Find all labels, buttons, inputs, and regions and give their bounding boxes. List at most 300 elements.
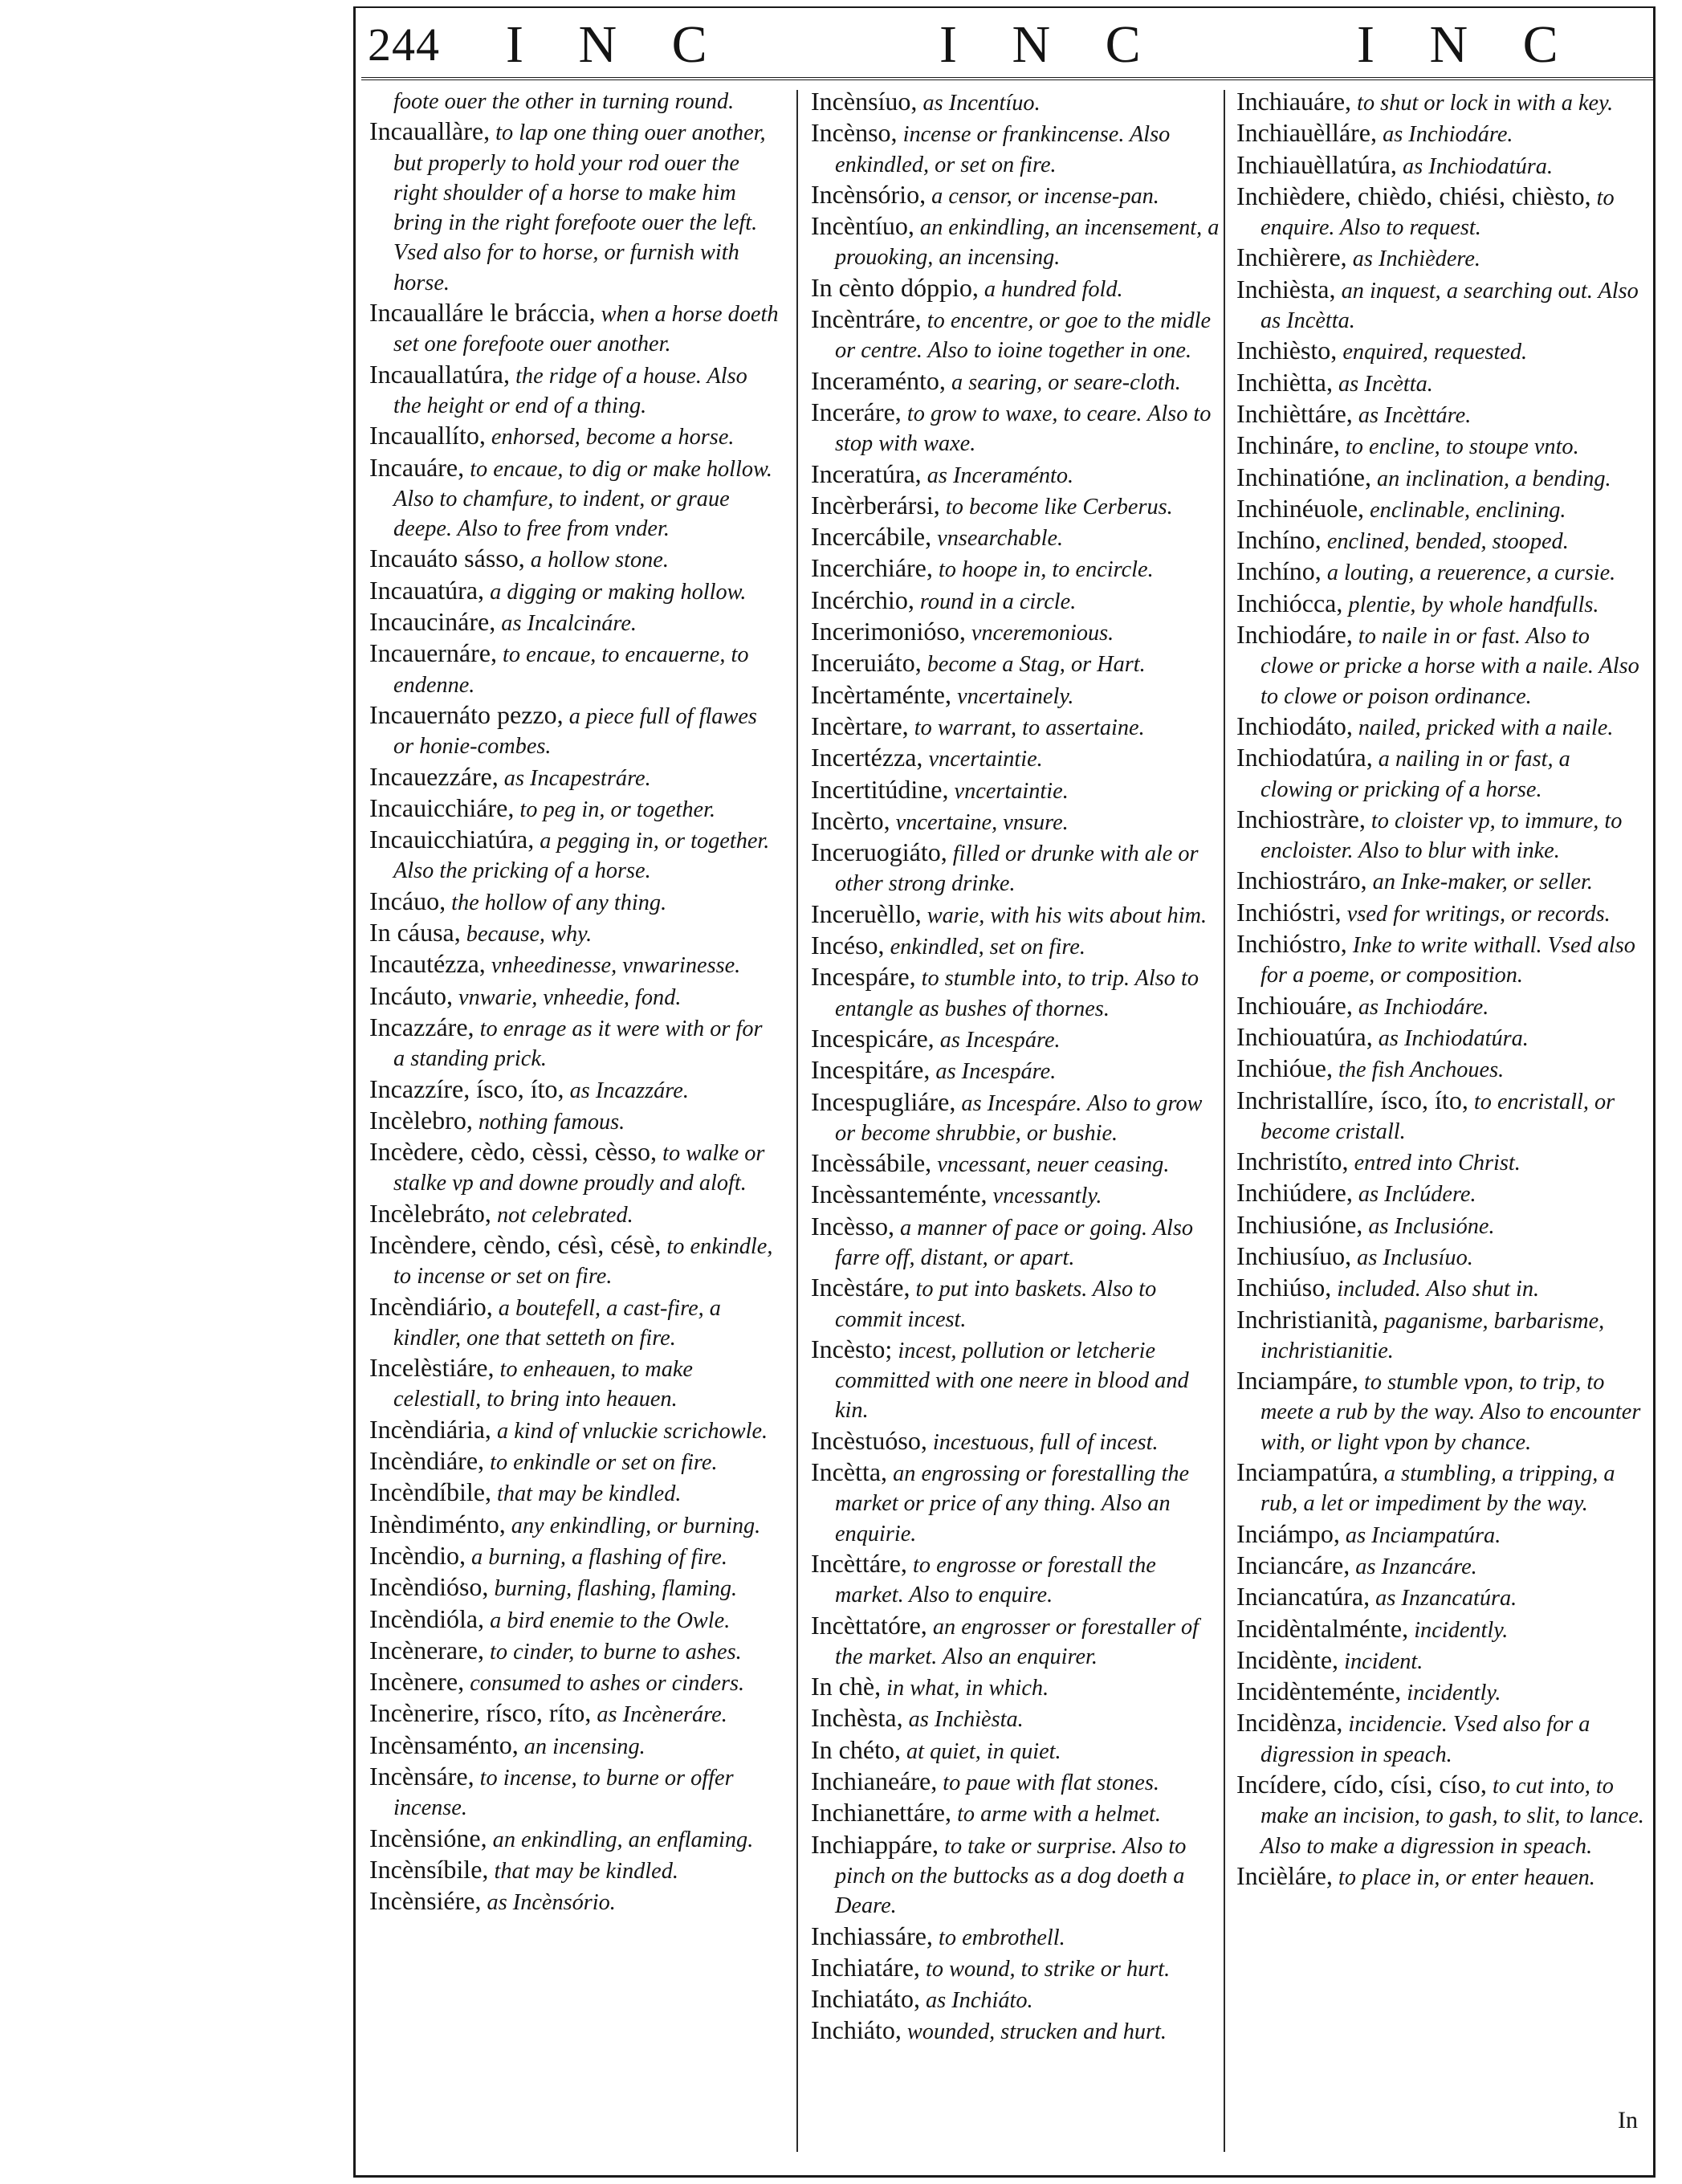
entry-headword: Inchèsta, bbox=[811, 1703, 903, 1733]
entry-headword: Inchináre, bbox=[1236, 430, 1340, 460]
entry-definition: vncertainely. bbox=[951, 683, 1074, 709]
dictionary-entry bbox=[1236, 1861, 1646, 1893]
entry-headword: Incauallàre, bbox=[369, 116, 491, 146]
entry-headword: Incènsiére, bbox=[369, 1886, 482, 1916]
entry-headword: Inchiusíuo, bbox=[1236, 1241, 1352, 1270]
dictionary-entry bbox=[811, 648, 1220, 679]
entry-definition: to peg in, or together. bbox=[514, 797, 716, 822]
entry-definition: a hollow stone. bbox=[524, 548, 669, 573]
entry-definition: vncessantly. bbox=[987, 1184, 1102, 1209]
entry-headword: Incauallatúra, bbox=[369, 359, 510, 389]
dictionary-entry bbox=[811, 1055, 1220, 1086]
dictionary-entry bbox=[811, 366, 1220, 397]
dictionary-entry bbox=[811, 1984, 1220, 2015]
entry-definition: burning, flashing, flaming. bbox=[488, 1576, 738, 1602]
dictionary-entry bbox=[811, 180, 1220, 211]
entry-definition: incidently. bbox=[1401, 1681, 1501, 1706]
entry-headword: Incèndíbile, bbox=[369, 1477, 491, 1507]
entry-definition: as Incespáre. Also to grow or become shrubbie, or bushie. bbox=[835, 1090, 1203, 1146]
entry-headword: Inchíno, bbox=[1236, 556, 1322, 586]
entry-headword: Incauernáto pezzo, bbox=[369, 699, 564, 729]
dictionary-entry bbox=[1236, 399, 1646, 430]
entry-definition: an enkindling, an enflaming. bbox=[487, 1827, 754, 1852]
dictionary-entry bbox=[1236, 1178, 1646, 1209]
entry-definition: incestuous, full of incest. bbox=[927, 1429, 1159, 1455]
entry-definition: as Inceraménto. bbox=[921, 462, 1074, 488]
entry-definition: a piece full of flawes or honie-combes. bbox=[393, 703, 757, 760]
dictionary-entry bbox=[811, 1212, 1220, 1273]
entry-definition: an enkindling, an incensement, a prouoking, an incensing. bbox=[835, 215, 1220, 271]
entry-definition: to cloister vp, to immure, to encloister. Also to blur with inke. bbox=[1260, 808, 1623, 864]
header-rule bbox=[361, 77, 1654, 80]
dictionary-entry bbox=[811, 680, 1220, 711]
dictionary-entry bbox=[369, 825, 779, 886]
entry-headword: Inchinatióne, bbox=[1236, 462, 1371, 491]
dictionary-entry bbox=[369, 576, 779, 607]
entry-headword: Incèndiáre, bbox=[369, 1446, 485, 1476]
dictionary-entry bbox=[1236, 87, 1646, 118]
dictionary-entry bbox=[1236, 1210, 1646, 1241]
column-1 bbox=[369, 87, 779, 1918]
entry-definition: to shut or lock in with a key. bbox=[1351, 91, 1614, 116]
dictionary-entry bbox=[811, 1798, 1220, 1829]
entry-headword: Incespicáre, bbox=[811, 1023, 935, 1053]
entry-headword: Incènerire, rísco, ríto, bbox=[369, 1698, 592, 1728]
dictionary-entry bbox=[811, 931, 1220, 962]
entry-headword: Inchinéuole, bbox=[1236, 493, 1365, 523]
dictionary-entry bbox=[811, 1024, 1220, 1055]
entry-headword: Inchiostráro, bbox=[1236, 866, 1367, 895]
dictionary-entry bbox=[811, 1611, 1220, 1673]
entry-definition: an incensing. bbox=[518, 1734, 646, 1759]
entry-headword: Inchièdere, chièdo, chiési, chièsto, bbox=[1236, 181, 1591, 210]
dictionary-entry bbox=[811, 397, 1220, 459]
dictionary-entry bbox=[1236, 181, 1646, 243]
entry-definition: paganisme, barbarisme, inchristianitie. bbox=[1260, 1308, 1605, 1363]
running-head-right: I N C bbox=[1357, 15, 1579, 74]
dictionary-entry bbox=[811, 743, 1220, 774]
entry-headword: Inchiouáre, bbox=[1236, 990, 1353, 1020]
entry-headword: Incercábile, bbox=[811, 522, 932, 552]
entry-headword: Incèttatóre, bbox=[811, 1610, 927, 1640]
entry-definition: to enheauen, to make celestiall, to bring into heauen. bbox=[393, 1357, 693, 1412]
entry-headword: Incèndióso, bbox=[369, 1572, 489, 1602]
entry-definition: to become like Cerberus. bbox=[939, 494, 1173, 520]
dictionary-entry bbox=[811, 87, 1220, 118]
entry-definition: vncertaintie. bbox=[948, 778, 1069, 804]
dictionary-entry bbox=[811, 962, 1220, 1024]
entry-definition: as Incèneráre. bbox=[591, 1702, 727, 1728]
dictionary-entry bbox=[811, 837, 1220, 899]
entry-definition: as Inzancatúra. bbox=[1370, 1586, 1517, 1612]
dictionary-entry bbox=[1236, 1241, 1646, 1273]
entry-headword: Inchiauèllatúra, bbox=[1236, 149, 1397, 179]
entry-headword: Incazzíre, ísco, íto, bbox=[369, 1074, 564, 1103]
dictionary-entry bbox=[811, 1457, 1220, 1549]
dictionary-entry bbox=[1236, 462, 1646, 494]
dictionary-entry bbox=[1236, 1550, 1646, 1582]
dictionary-entry bbox=[811, 491, 1220, 522]
entry-headword: Inceraménto, bbox=[811, 365, 946, 395]
dictionary-entry bbox=[369, 421, 779, 452]
entry-headword: Inchiatáre, bbox=[811, 1952, 920, 1982]
dictionary-entry bbox=[369, 1446, 779, 1477]
entry-definition: a louting, a reuerence, a cursie. bbox=[1321, 560, 1616, 586]
dictionary-entry bbox=[1236, 1770, 1646, 1861]
dictionary-entry bbox=[369, 1230, 779, 1292]
dictionary-entry bbox=[369, 1698, 779, 1730]
entry-headword: Inchiáto, bbox=[811, 2015, 902, 2045]
entry-headword: In chéto, bbox=[811, 1734, 901, 1764]
entry-definition: incidencie. Vsed also for a digression in speach. bbox=[1260, 1712, 1590, 1767]
entry-headword: Inchiauèlláre, bbox=[1236, 118, 1377, 148]
dictionary-entry bbox=[1236, 525, 1646, 556]
entry-headword: Inchiatáto, bbox=[811, 1984, 920, 2014]
entry-headword: Incèrtaménte, bbox=[811, 679, 951, 709]
entry-headword: Incèsto; bbox=[811, 1334, 893, 1363]
dictionary-entry bbox=[1236, 556, 1646, 588]
dictionary-entry bbox=[1236, 1053, 1646, 1085]
entry-headword: Incènsíbile, bbox=[369, 1854, 489, 1884]
entry-definition: an inquest, a searching out. Also as Incètta. bbox=[1260, 278, 1639, 334]
dictionary-entry bbox=[369, 949, 779, 980]
entry-definition: incense or frankincense. Also enkindled, or set on fire. bbox=[835, 122, 1171, 177]
entry-headword: Inceruèllo, bbox=[811, 898, 922, 928]
entry-definition: to naile in or fast. Also to clowe or pricke a horse with a naile. Also to clowe or poison ordinance. bbox=[1260, 624, 1639, 709]
entry-definition: become a Stag, or Hart. bbox=[921, 652, 1146, 678]
entry-definition: vnceremonious. bbox=[965, 621, 1114, 646]
dictionary-entry bbox=[1236, 1305, 1646, 1367]
entry-definition: in what, in which. bbox=[881, 1676, 1049, 1701]
dictionary-entry bbox=[811, 273, 1220, 304]
entry-headword: Incèntráre, bbox=[811, 304, 922, 334]
entry-headword: Incazzáre, bbox=[369, 1012, 474, 1041]
entry-headword: Inchianettáre, bbox=[811, 1798, 951, 1827]
dictionary-entry bbox=[1236, 1708, 1646, 1770]
entry-headword: Incènsaménto, bbox=[369, 1730, 519, 1759]
entry-definition: as Inclusióne. bbox=[1362, 1213, 1495, 1239]
entry-definition: because, why. bbox=[460, 922, 593, 947]
entry-headword: Incètta, bbox=[811, 1457, 888, 1487]
dictionary-entry bbox=[1236, 336, 1646, 367]
entry-headword: Incèntíuo, bbox=[811, 211, 914, 241]
dictionary-entry bbox=[369, 1106, 779, 1137]
dictionary-entry bbox=[369, 1572, 779, 1603]
entry-headword: Inceruiáto, bbox=[811, 648, 922, 678]
dictionary-entry bbox=[1236, 991, 1646, 1022]
entry-headword: Incérchio, bbox=[811, 585, 914, 614]
entry-headword: Incidèntalménte, bbox=[1236, 1613, 1409, 1643]
entry-headword: Inciampáre, bbox=[1236, 1366, 1358, 1396]
entry-definition: to incense, to burne or offer incense. bbox=[393, 1766, 734, 1821]
entry-headword: Inciámpo, bbox=[1236, 1518, 1340, 1548]
entry-headword: Incèndere, cèndo, césì, césè, bbox=[369, 1229, 662, 1259]
entry-headword: Inceratúra, bbox=[811, 458, 922, 488]
entry-definition: included. Also shut in. bbox=[1331, 1277, 1540, 1302]
entry-headword: Incauicchiáre, bbox=[369, 793, 515, 822]
dictionary-entry bbox=[1236, 1147, 1646, 1178]
entry-headword: Incauezzáre, bbox=[369, 761, 499, 791]
entry-definition: at quiet, in quiet. bbox=[900, 1738, 1061, 1764]
entry-definition: a censor, or incense-pan. bbox=[926, 183, 1159, 209]
entry-definition: nothing famous. bbox=[472, 1109, 625, 1135]
entry-definition: as Inchiodatúra. bbox=[1396, 153, 1554, 179]
entry-headword: Inchièsto, bbox=[1236, 336, 1338, 365]
entry-definition: a hundred fold. bbox=[978, 276, 1123, 302]
entry-definition: to encaue, to dig or make hollow. Also to chamfure, to indent, or graue deepe. Also to free from vnder. bbox=[393, 456, 772, 542]
dictionary-entry bbox=[369, 1855, 779, 1886]
entry-headword: Incautézza, bbox=[369, 949, 486, 979]
entry-headword: Incènsório, bbox=[811, 179, 927, 209]
entry-headword: Incauallíto, bbox=[369, 421, 486, 450]
entry-headword: Incauicchiatúra, bbox=[369, 825, 535, 854]
entry-definition: a bird enemie to the Owle. bbox=[484, 1607, 731, 1633]
dictionary-entry bbox=[811, 1703, 1220, 1734]
dictionary-entry bbox=[811, 1426, 1220, 1457]
entry-definition: to enkindle, to incense or set on fire. bbox=[393, 1233, 773, 1290]
entry-headword: Incèdere, cèdo, cèssi, cèsso, bbox=[369, 1137, 658, 1167]
dictionary-entry bbox=[1236, 368, 1646, 399]
dictionary-entry bbox=[811, 1766, 1220, 1798]
dictionary-entry bbox=[369, 918, 779, 949]
entry-headword: Inchièsta, bbox=[1236, 274, 1336, 304]
entry-headword: Inchiouatúra, bbox=[1236, 1021, 1373, 1051]
entry-headword: Incèndiária, bbox=[369, 1414, 491, 1444]
dictionary-entry bbox=[811, 585, 1220, 617]
dictionary-entry bbox=[811, 1953, 1220, 1984]
dictionary-entry bbox=[1236, 150, 1646, 181]
dictionary-entry bbox=[1236, 242, 1646, 274]
entry-headword: Inchiúdere, bbox=[1236, 1178, 1353, 1208]
entry-definition: a burning, a flashing of fire. bbox=[465, 1544, 727, 1570]
entry-headword: Inchíno, bbox=[1236, 525, 1322, 555]
entry-definition: when a horse doeth set one forefoote ouer another. bbox=[393, 302, 779, 357]
entry-headword: Inchiócca, bbox=[1236, 588, 1343, 617]
entry-definition: any enkindling, or burning. bbox=[505, 1513, 761, 1538]
dictionary-entry bbox=[1236, 1582, 1646, 1613]
entry-definition: a manner of pace or going. Also farre off, distant, or apart. bbox=[835, 1215, 1194, 1270]
entry-definition: a stumbling, a tripping, a rub, a let or impediment by the way. bbox=[1260, 1461, 1615, 1517]
entry-headword: Inchiostràre, bbox=[1236, 804, 1366, 833]
entry-headword: Incerimonióso, bbox=[811, 617, 966, 646]
entry-headword: Incèndiário, bbox=[369, 1291, 493, 1321]
dictionary-entry bbox=[1236, 1022, 1646, 1053]
dictionary-entry bbox=[369, 1477, 779, 1509]
column-divider bbox=[1224, 90, 1225, 2152]
entry-definition: as Inclusíuo. bbox=[1351, 1245, 1473, 1270]
entry-definition: Inke to write withall. Vsed also for a poeme, or composition. bbox=[1260, 933, 1635, 988]
entry-headword: Incèrto, bbox=[811, 805, 890, 835]
entry-headword: Incelèstiáre, bbox=[369, 1353, 495, 1383]
entry-definition: that may be kindled. bbox=[488, 1858, 678, 1884]
entry-definition: to warrant, to assertaine. bbox=[908, 715, 1145, 740]
dictionary-entry bbox=[1236, 1614, 1646, 1645]
dictionary-entry bbox=[811, 1830, 1220, 1921]
entry-headword: Inchiodáto, bbox=[1236, 711, 1353, 740]
entry-definition: consumed to ashes or cinders. bbox=[464, 1671, 745, 1697]
entry-definition: a pegging in, or together. Also the pricking of a horse. bbox=[393, 829, 770, 884]
entry-definition: vncertaine, vnsure. bbox=[890, 809, 1069, 835]
entry-definition: to cut into, to make an incision, to gash, to slit, to lance. Also to make a digression in speach. bbox=[1260, 1774, 1644, 1859]
dictionary-entry bbox=[369, 793, 779, 825]
dictionary-entry bbox=[1236, 275, 1646, 336]
entry-definition: enkindled, set on fire. bbox=[884, 935, 1085, 960]
dictionary-entry bbox=[369, 1074, 779, 1106]
entry-headword: Incespitáre, bbox=[811, 1055, 931, 1085]
entry-headword: Inchianeáre, bbox=[811, 1766, 938, 1796]
entry-headword: Inciancatúra, bbox=[1236, 1582, 1370, 1612]
running-head-left: I N C bbox=[506, 15, 728, 74]
dictionary-entry bbox=[369, 1667, 779, 1698]
entry-definition: the hollow of any thing. bbox=[446, 890, 667, 915]
entry-definition: enquired, requested. bbox=[1337, 340, 1528, 365]
entry-definition: round in a circle. bbox=[914, 589, 1077, 614]
entry-headword: Incáuo, bbox=[369, 886, 446, 915]
entry-headword: Incespugliáre, bbox=[811, 1086, 956, 1116]
dictionary-entry bbox=[1236, 866, 1646, 897]
dictionary-entry bbox=[369, 87, 779, 116]
entry-definition: as Inciampatúra. bbox=[1339, 1522, 1501, 1548]
entry-headword: Incéso, bbox=[811, 931, 885, 960]
entry-definition: to enquire. Also to request. bbox=[1260, 185, 1615, 241]
dictionary-entry bbox=[369, 1199, 779, 1230]
entry-definition: as Incespáre. bbox=[934, 1027, 1061, 1053]
entry-headword: Incerchiáre, bbox=[811, 553, 933, 583]
entry-definition: enhorsed, become a horse. bbox=[485, 425, 735, 450]
entry-definition: wounded, strucken and hurt. bbox=[901, 2019, 1167, 2045]
entry-headword: Incidènteménte, bbox=[1236, 1677, 1402, 1706]
entry-definition: to hoope in, to encircle. bbox=[932, 557, 1154, 583]
catchword: In bbox=[1618, 2107, 1638, 2133]
entry-headword: Inceráre, bbox=[811, 397, 902, 426]
entry-definition: vnsearchable. bbox=[931, 526, 1064, 552]
entry-definition: a digging or making hollow. bbox=[484, 579, 747, 605]
dictionary-entry bbox=[369, 1823, 779, 1855]
dictionary-page bbox=[345, 0, 1670, 2184]
dictionary-entry bbox=[1236, 430, 1646, 462]
entry-definition: not celebrated. bbox=[491, 1202, 633, 1228]
entry-definition: foote ouer the other in turning round. bbox=[393, 89, 735, 114]
entry-definition: incest, pollution or letcherie committed with one neere in blood and kin. bbox=[835, 1338, 1189, 1424]
entry-definition: as Incentíuo. bbox=[917, 91, 1041, 116]
entry-definition: a searing, or seare-cloth. bbox=[945, 369, 1181, 395]
entry-headword: Incauáre, bbox=[369, 452, 465, 482]
dictionary-entry bbox=[1236, 494, 1646, 525]
entry-headword: Incèstuóso, bbox=[811, 1425, 927, 1455]
entry-headword: Incènso, bbox=[811, 118, 898, 148]
entry-definition: as Incazzáre. bbox=[564, 1078, 689, 1103]
column-2 bbox=[811, 87, 1220, 2048]
entry-definition: the fish Anchoues. bbox=[1332, 1057, 1505, 1083]
entry-definition: to paue with flat stones. bbox=[937, 1770, 1159, 1796]
dictionary-entry bbox=[369, 360, 779, 422]
entry-definition: a kind of vnluckie scrichowle. bbox=[491, 1418, 768, 1444]
entry-definition: as Incènsório. bbox=[481, 1890, 616, 1916]
dictionary-entry bbox=[1236, 1677, 1646, 1708]
entry-headword: Incauáto sásso, bbox=[369, 544, 525, 573]
dictionary-entry bbox=[369, 700, 779, 762]
entry-headword: Incertézza, bbox=[811, 743, 923, 772]
dictionary-entry bbox=[369, 1541, 779, 1572]
dictionary-entry bbox=[369, 1886, 779, 1917]
entry-definition: as Inchiodatúra. bbox=[1372, 1025, 1529, 1051]
dictionary-entry bbox=[811, 1672, 1220, 1703]
entry-headword: Inchiodáre, bbox=[1236, 620, 1353, 650]
dictionary-entry bbox=[369, 1762, 779, 1823]
dictionary-entry bbox=[1236, 1273, 1646, 1304]
entry-definition: enclined, bended, stooped. bbox=[1321, 529, 1569, 555]
column-divider bbox=[796, 90, 798, 2152]
entry-headword: Inchióue, bbox=[1236, 1053, 1333, 1083]
entry-definition: an engrossing or forestalling the market or price of any thing. Also an enquirie. bbox=[835, 1461, 1190, 1546]
dictionary-entry bbox=[1236, 589, 1646, 620]
dictionary-entry bbox=[811, 806, 1220, 837]
dictionary-entry bbox=[369, 1604, 779, 1636]
entry-headword: Inchiassáre, bbox=[811, 1921, 933, 1950]
entry-definition: to engrosse or forestall the market. Also to enquire. bbox=[835, 1552, 1156, 1608]
dictionary-entry bbox=[811, 1273, 1220, 1334]
dictionary-entry bbox=[811, 459, 1220, 491]
entry-definition: as Incalcináre. bbox=[495, 611, 637, 637]
dictionary-entry bbox=[811, 1921, 1220, 1953]
entry-headword: Inchiètta, bbox=[1236, 367, 1333, 397]
entry-headword: Incèndio, bbox=[369, 1540, 466, 1570]
dictionary-entry bbox=[369, 1292, 779, 1354]
entry-headword: Incèttáre, bbox=[811, 1548, 907, 1578]
entry-definition: as Incètta. bbox=[1332, 371, 1433, 397]
dictionary-entry bbox=[811, 118, 1220, 180]
dictionary-entry bbox=[1236, 711, 1646, 743]
dictionary-entry bbox=[811, 1549, 1220, 1611]
entry-definition: to embrothell. bbox=[932, 1925, 1065, 1950]
entry-headword: Incèstáre, bbox=[811, 1273, 910, 1302]
entry-definition: to enrage as it were with or for a standing prick. bbox=[393, 1016, 763, 1072]
dictionary-entry bbox=[811, 211, 1220, 273]
entry-headword: Inciampatúra, bbox=[1236, 1457, 1379, 1487]
dictionary-entry bbox=[1236, 118, 1646, 149]
entry-headword: Incaualláre le bráccia, bbox=[369, 298, 596, 328]
entry-definition: to grow to waxe, to ceare. Also to stop with waxe. bbox=[835, 401, 1212, 457]
entry-headword: Incènsíuo, bbox=[811, 87, 918, 116]
dictionary-entry bbox=[1236, 743, 1646, 805]
entry-headword: Incènerare, bbox=[369, 1635, 484, 1664]
page-number: 244 bbox=[368, 18, 440, 71]
entry-definition: as Inchiodáre. bbox=[1352, 994, 1489, 1020]
entry-definition: entred into Christ. bbox=[1348, 1151, 1521, 1176]
entry-definition: as Incespáre. bbox=[930, 1059, 1057, 1085]
entry-headword: Incauatúra, bbox=[369, 575, 485, 605]
entry-headword: Inchiappáre, bbox=[811, 1829, 939, 1859]
dictionary-entry bbox=[811, 2015, 1220, 2047]
entry-definition: that may be kindled. bbox=[491, 1481, 682, 1507]
entry-definition: to lap one thing ouer another, but properly to hold your rod ouer the right shoulder of a horse to make him bring in the right forefoote ouer the left. Vsed also for to horse, or furnish with horse. bbox=[393, 120, 766, 295]
entry-headword: Incidènte, bbox=[1236, 1644, 1339, 1674]
entry-definition: to cinder, to burne to ashes. bbox=[483, 1639, 742, 1664]
entry-definition: to walke or stalke vp and downe proudly and aloft. bbox=[393, 1141, 765, 1196]
dictionary-entry bbox=[1236, 898, 1646, 929]
entry-headword: Inciancáre, bbox=[1236, 1550, 1350, 1579]
entry-headword: Incènsióne, bbox=[369, 1823, 487, 1852]
dictionary-entry bbox=[369, 1137, 779, 1199]
entry-headword: Incidènza, bbox=[1236, 1708, 1343, 1738]
dictionary-entry bbox=[811, 775, 1220, 806]
entry-headword: Incespáre, bbox=[811, 962, 916, 992]
entry-headword: Inchióstro, bbox=[1236, 929, 1347, 959]
entry-headword: Incèlebráto, bbox=[369, 1198, 491, 1228]
dictionary-entry bbox=[811, 304, 1220, 366]
dictionary-entry bbox=[811, 1180, 1220, 1211]
entry-definition: to encristall, or become cristall. bbox=[1260, 1089, 1615, 1144]
